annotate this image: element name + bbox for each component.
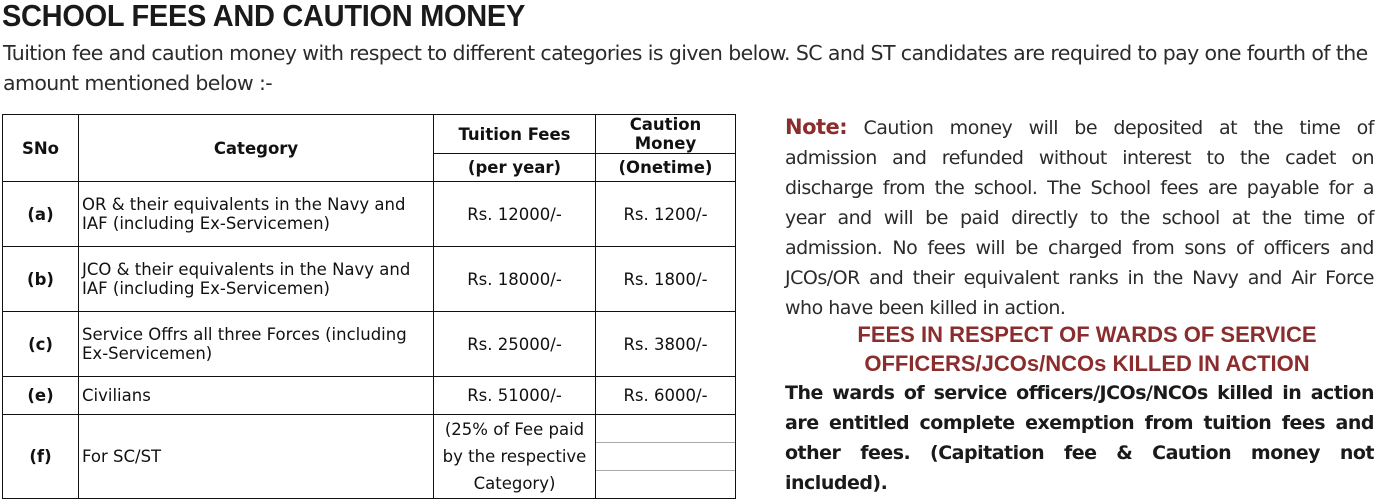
table-row <box>3 247 736 312</box>
table-header-row <box>3 115 736 154</box>
category-line: Service Offrs all three Forces (including <box>82 325 407 344</box>
note-paragraph <box>785 112 1374 323</box>
page-title: SCHOOL FEES AND CAUTION MONEY <box>2 0 526 34</box>
row-sno: (b) <box>3 247 79 312</box>
tuition-line: by the respective <box>442 447 587 466</box>
note-label: Note: <box>785 115 848 139</box>
row-tuition: Rs. 12000/- <box>434 182 596 247</box>
fees-table <box>2 114 736 499</box>
row-tuition: Rs. 25000/- <box>434 312 596 377</box>
caution-subcell <box>596 442 735 470</box>
row-tuition: Rs. 51000/- <box>434 377 596 415</box>
wards-heading-line: FEES IN RESPECT OF WARDS OF SERVICE <box>857 322 1317 347</box>
row-sno: (c) <box>3 312 79 377</box>
caution-subcell <box>596 415 735 442</box>
row-sno: (f) <box>3 415 79 499</box>
wards-paragraph: The wards of service officers/JCOs/NCOs killed in action are entitled complete exemption from tuition fees and other fees. (Capitation fee & Caution money not included). <box>785 382 1374 494</box>
table-row <box>3 312 736 377</box>
row-tuition: Rs. 18000/- <box>434 247 596 312</box>
row-caution: Rs. 1800/- <box>596 247 736 312</box>
row-category <box>79 247 434 312</box>
row-caution: Rs. 6000/- <box>596 377 736 415</box>
row-category: For SC/ST <box>79 415 434 499</box>
tuition-line: (25% of Fee paid <box>444 420 585 439</box>
row-caution: Rs. 1200/- <box>596 182 736 247</box>
row-caution <box>596 415 736 499</box>
header-tuition: Tuition Fees <box>434 115 596 154</box>
row-tuition <box>434 415 596 499</box>
row-sno: (e) <box>3 377 79 415</box>
category-line: Ex-Servicemen) <box>82 344 213 363</box>
wards-heading <box>785 320 1375 378</box>
row-category: Civilians <box>79 377 434 415</box>
category-line: IAF (including Ex-Servicemen) <box>82 279 330 298</box>
header-tuition-sub: (per year) <box>434 154 596 182</box>
table-row <box>3 377 736 415</box>
row-sno: (a) <box>3 182 79 247</box>
header-sno: SNo <box>3 115 79 182</box>
category-line: IAF (including Ex-Servicemen) <box>82 214 330 233</box>
header-category: Category <box>79 115 434 182</box>
table-row <box>3 415 736 499</box>
category-line: JCO & their equivalents in the Navy and <box>82 260 411 279</box>
wards-heading-line: OFFICERS/JCOs/NCOs KILLED IN ACTION <box>864 351 1310 376</box>
note-text: Caution money will be deposited at the time of admission and refunded without interest to the cadet on discharge from the school. The School fees are payable for a year and will be paid directly to the school at the time of admission. No fees will be charged from sons of officers and JCOs/OR and their equivalent ranks in the Navy and Air Force who have been killed in action. <box>785 117 1374 319</box>
table-row <box>3 182 736 247</box>
row-caution: Rs. 3800/- <box>596 312 736 377</box>
header-caution: Caution Money <box>596 115 736 154</box>
tuition-line: Category) <box>473 474 556 493</box>
row-category <box>79 182 434 247</box>
category-line: OR & their equivalents in the Navy and <box>82 195 406 214</box>
header-caution-sub: (Onetime) <box>596 154 736 182</box>
caution-subcell <box>596 470 735 498</box>
intro-paragraph: Tuition fee and caution money with respect to different categories is given below. SC and ST candidates are required to pay one fourth of the amount mentioned below :- <box>3 41 1368 95</box>
row-category <box>79 312 434 377</box>
